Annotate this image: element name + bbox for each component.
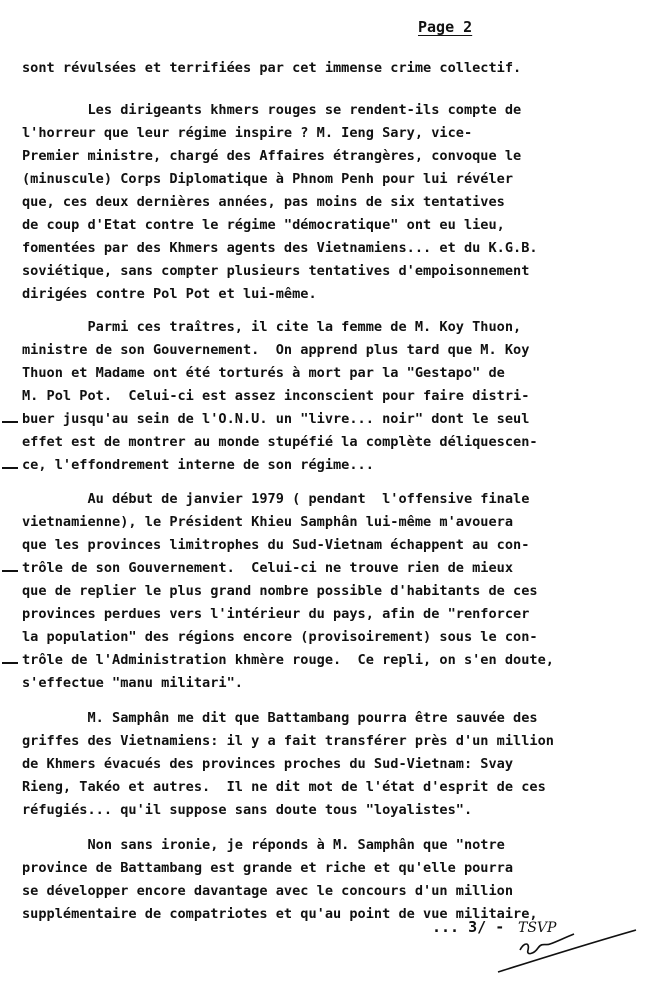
body-line-21: trôle de son Gouvernement. Celui-ci ne trouve rien de mieux [22,560,514,576]
body-line-6: que, ces deux dernières années, pas moins de six tentatives [22,194,505,210]
body-line-23: provinces perdues vers l'intérieur du pays, afin de "renforcer [22,606,530,622]
body-line-5: (minuscule) Corps Diplomatique à Phnom Penh pour lui révéler [22,171,514,187]
body-line-26: s'effectue "manu militari". [22,675,243,691]
body-line-19: vietnamienne), le Président Khieu Samphân lui-même m'avouera [22,514,514,530]
body-line-27: M. Samphân me dit que Battambang pourra être sauvée des [22,710,538,726]
body-line-11: Parmi ces traîtres, il cite la femme de M. Koy Thuon, [22,319,522,335]
body-line-15: buer jusqu'au sein de l'O.N.U. un "livre... noir" dont le seul [22,411,530,427]
tsvp-note: TSVP [518,920,557,936]
body-line-8: fomentées par des Khmers agents des Vietnamiens... et du K.G.B. [22,240,538,256]
body-line-2: Les dirigeants khmers rouges se rendent-ils compte de [22,102,522,118]
body-line-7: de coup d'Etat contre le régime "démocratique" ont eu lieu, [22,217,505,233]
body-line-33: province de Battambang est grande et riche et qu'elle pourra [22,860,514,876]
body-line-24: la population" des régions encore (provisoirement) sous le con- [22,629,538,645]
margin-dash-mark [2,421,18,423]
body-line-28: griffes des Vietnamiens: il y a fait transférer près d'un million [22,733,554,749]
body-line-30: Rieng, Takéo et autres. Il ne dit mot de l'état d'esprit de ces [22,779,546,795]
body-line-18: Au début de janvier 1979 ( pendant l'offensive finale [22,491,530,507]
body-line-25: trôle de l'Administration khmère rouge. Ce repli, on s'en doute, [22,652,554,668]
body-line-12: ministre de son Gouvernement. On apprend plus tard que M. Koy [22,342,530,358]
handwritten-annotation [490,906,640,976]
body-line-31: réfugiés... qu'il suppose sans doute tous "loyalistes". [22,802,473,818]
body-line-3: l'horreur que leur régime inspire ? M. Ieng Sary, vice- [22,125,473,141]
margin-dash-mark [2,467,18,469]
body-line-13: Thuon et Madame ont été torturés à mort par la "Gestapo" de [22,365,505,381]
body-line-34: se développer encore davantage avec le concours d'un million [22,883,514,899]
continuation-marker: ... 3/ - [432,918,505,936]
body-line-16: effet est de montrer au monde stupéfié la complète déliquescen- [22,434,538,450]
body-line-20: que les provinces limitrophes du Sud-Vietnam échappent au con- [22,537,530,553]
body-line-14: M. Pol Pot. Celui-ci est assez inconscient pour faire distri- [22,388,530,404]
body-line-1: sont révulsées et terrifiées par cet immense crime collectif. [22,60,522,76]
body-line-35: supplémentaire de compatriotes et qu'au point de vue militaire, [22,906,538,922]
body-line-4: Premier ministre, chargé des Affaires étrangères, convoque le [22,148,522,164]
page-number-header: Page 2 [418,18,473,36]
body-line-32: Non sans ironie, je réponds à M. Samphân que "notre [22,837,505,853]
body-line-9: soviétique, sans compter plusieurs tentatives d'empoisonnement [22,263,530,279]
body-line-22: que de replier le plus grand nombre possible d'habitants de ces [22,583,538,599]
body-line-17: ce, l'effondrement interne de son régime... [22,457,374,473]
body-line-29: de Khmers évacués des provinces proches du Sud-Vietnam: Svay [22,756,514,772]
margin-dash-mark [2,570,18,572]
body-line-10: dirigées contre Pol Pot et lui-même. [22,286,317,302]
margin-dash-mark [2,662,18,664]
